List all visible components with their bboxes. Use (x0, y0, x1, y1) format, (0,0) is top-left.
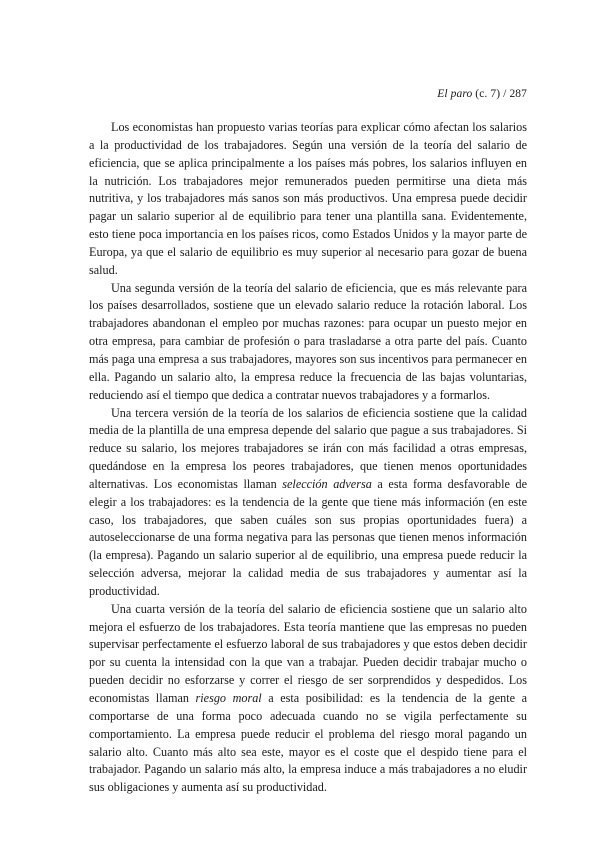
running-head-title: El paro (437, 88, 473, 100)
paragraph-text: Una cuarta versión de la teoría del salario de eficiencia sostiene que un salario alto mejora el esfuerzo de los trabajadores. Esta teoría mantiene que las empresas no pueden supervisar perfectamente el esfuerzo laboral de sus trabajadores y que estos deben decidir por su cuenta la intensidad con la que van a trabajar. Pueden decidir trabajar mucho o pueden decidir no esforzarse y correr el riesgo de ser sorprendidos y despedidos. Los economistas llaman (89, 601, 527, 705)
paragraph-text: a esta posibilidad: es la tendencia de la gente a comportarse de una forma poco adecuada cuando no se vigila perfectamente su comportamiento. La empresa puede reducir el problema del riesgo moral pagando un salario alto. Cuanto más alto sea este, mayor es el coste que el despido tiene para el trabajador. Pagando un salario más alto, la empresa induce a más trabajadores a no eludir sus obligaciones y aumenta así su productividad. (89, 691, 527, 795)
paragraph-text: Una tercera versión de la teoría de los salarios de eficiencia sostiene que la calidad media de la plantilla de una empresa depende del salario que pague a sus trabajadores. Si reduce su salario, los mejores trabajadores se irán con más facilidad a otras empresas, quedándose en la empresa los peores trabajadores, que tienen menos oportunidades alternativas. Los economistas llaman (89, 405, 527, 491)
paragraph-text: Una segunda versión de la teoría del salario de eficiencia, que es más relevante para los países desarrollados, sostiene que un elevado salario reduce la rotación laboral. Los trabajadores abandonan el empleo por muchas razones: para ocupar un puesto mejor en otra empresa, para cambiar de profesión o para trasladarse a otra parte del país. Cuanto más paga una empresa a sus trabajadores, mayores son sus incentivos para permanecer en ella. Pagando un salario alto, la empresa reduce la frecuencia de las bajas voluntarias, reduciendo así el tiempo que dedica a contratar nuevos trabajadores y a formarlos. (89, 280, 527, 402)
paragraph-2 (89, 280, 527, 405)
paragraph-text: Los economistas han propuesto varias teorías para explicar cómo afectan los salarios a la productividad de los trabajadores. Según una versión de la teoría del salario de eficiencia, que se aplica principalmente a los países más pobres, los salarios influyen en la nutrición. Los trabajadores mejor remunerados pueden permitirse una dieta más nutritiva, y los trabajadores más sanos son más productivos. Una empresa puede decidir pagar un salario superior al de equilibrio para tener una plantilla sana. Evidentemente, esto tiene poca importancia en los países ricos, como Estados Unidos y la mayor parte de Europa, ya que el salario de equilibrio es muy superior al necesario para gozar de buena salud. (89, 120, 527, 277)
running-head-separator: / (503, 88, 507, 100)
running-head (437, 88, 527, 100)
paragraph-4 (89, 601, 527, 797)
paragraph-3 (89, 405, 527, 601)
paragraph-text: a esta forma desfavorable de elegir a los trabajadores: es la tendencia de la gente que tiene más información (en este caso, los trabajadores, que saben cuáles son sus propias oportunidades fuera) a autoseleccionarse de una forma negativa para las personas que tienen menos información (la empresa). Pagando un salario superior al de equilibrio, una empresa puede reducir la selección adversa, mejorar la calidad media de sus trabajadores y aumentar así la productividad. (89, 476, 527, 598)
term-riesgo-moral: riesgo moral (195, 691, 262, 705)
running-head-chapter: (c. 7) (475, 88, 501, 100)
term-seleccion-adversa: selección adversa (282, 476, 372, 491)
body-text (89, 119, 527, 797)
paragraph-1 (89, 119, 527, 280)
page-number: 287 (509, 88, 527, 100)
